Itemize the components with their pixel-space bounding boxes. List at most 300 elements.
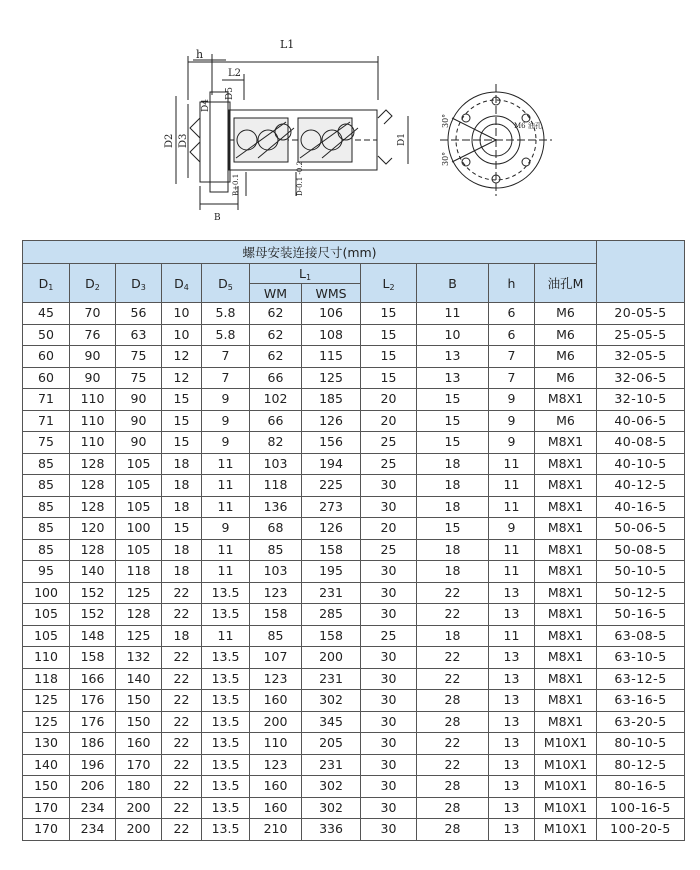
table-cell: 9 xyxy=(489,410,535,432)
table-cell: 118 xyxy=(23,668,70,690)
header-d1: $D_1$ xyxy=(23,264,70,303)
table-cell: 9 xyxy=(489,518,535,540)
table-cell: 160 xyxy=(250,690,302,712)
table-cell: 128 xyxy=(70,475,116,497)
table-row xyxy=(23,668,685,690)
table-cell: 15 xyxy=(162,410,202,432)
table-cell: 345 xyxy=(302,711,361,733)
header-d2: $D_2$ xyxy=(70,264,116,303)
table-cell: 18 xyxy=(162,625,202,647)
table-cell: 13 xyxy=(489,776,535,798)
table-cell: 115 xyxy=(302,346,361,368)
label-d1: D1 xyxy=(397,133,407,146)
table-cell: 50 xyxy=(23,324,70,346)
table-cell: 231 xyxy=(302,754,361,776)
table-row xyxy=(23,389,685,411)
table-cell: 25-05-5 xyxy=(597,324,685,346)
table-cell: 30 xyxy=(361,797,417,819)
table-cell: 105 xyxy=(23,604,70,626)
table-cell: 25 xyxy=(361,453,417,475)
table-cell: 176 xyxy=(70,690,116,712)
table-cell: 30 xyxy=(361,733,417,755)
table-cell: 9 xyxy=(489,389,535,411)
table-cell: 194 xyxy=(302,453,361,475)
table-cell: 170 xyxy=(23,797,70,819)
table-row xyxy=(23,453,685,475)
table-cell: 5.8 xyxy=(202,324,250,346)
table-cell: 70 xyxy=(70,303,116,325)
table-cell: 105 xyxy=(116,539,162,561)
table-cell: 12 xyxy=(162,367,202,389)
table-cell: 12 xyxy=(162,346,202,368)
table-cell: 15 xyxy=(361,303,417,325)
table-cell: 25 xyxy=(361,432,417,454)
table-cell: 5.8 xyxy=(202,303,250,325)
table-cell: 20 xyxy=(361,518,417,540)
table-cell: 13.5 xyxy=(202,647,250,669)
table-cell: 22 xyxy=(417,754,489,776)
table-cell: 100-16-5 xyxy=(597,797,685,819)
table-cell: 32-05-5 xyxy=(597,346,685,368)
header-l1: $L_1$ xyxy=(250,264,361,284)
table-cell: 85 xyxy=(250,539,302,561)
label-b: B xyxy=(214,213,221,223)
table-cell: 40-06-5 xyxy=(597,410,685,432)
table-cell: 185 xyxy=(302,389,361,411)
header-d3: $D_3$ xyxy=(116,264,162,303)
table-cell: 110 xyxy=(70,432,116,454)
table-cell: 50-16-5 xyxy=(597,604,685,626)
table-cell: 13.5 xyxy=(202,733,250,755)
table-cell: 15 xyxy=(361,367,417,389)
table-cell: 7 xyxy=(489,367,535,389)
table-cell: 71 xyxy=(23,410,70,432)
table-cell: 32-06-5 xyxy=(597,367,685,389)
header-d5: $D_5$ xyxy=(202,264,250,303)
table-cell: 22 xyxy=(162,797,202,819)
table-cell: 18 xyxy=(417,539,489,561)
table-cell: 118 xyxy=(116,561,162,583)
table-cell: 15 xyxy=(417,518,489,540)
table-cell: M8X1 xyxy=(535,690,597,712)
table-cell: 11 xyxy=(489,453,535,475)
table-row xyxy=(23,518,685,540)
table-cell: 13.5 xyxy=(202,797,250,819)
table-cell: 13.5 xyxy=(202,604,250,626)
table-cell: 302 xyxy=(302,776,361,798)
table-cell: 205 xyxy=(302,733,361,755)
table-cell: 105 xyxy=(116,475,162,497)
table-cell: 10 xyxy=(162,324,202,346)
table-cell: 10 xyxy=(162,303,202,325)
table-cell: 6 xyxy=(489,324,535,346)
table-cell: M8X1 xyxy=(535,518,597,540)
table-cell: 158 xyxy=(70,647,116,669)
table-cell: 7 xyxy=(489,346,535,368)
table-cell: 6 xyxy=(489,303,535,325)
table-cell: 90 xyxy=(70,346,116,368)
table-cell: 22 xyxy=(162,819,202,841)
table-cell: 18 xyxy=(162,496,202,518)
table-row xyxy=(23,625,685,647)
table-cell: 90 xyxy=(116,410,162,432)
table-cell: M6 xyxy=(535,410,597,432)
table-cell: 18 xyxy=(162,539,202,561)
table-cell: 140 xyxy=(70,561,116,583)
table-cell: 30 xyxy=(361,496,417,518)
table-cell: M8X1 xyxy=(535,475,597,497)
table-row xyxy=(23,410,685,432)
table-row xyxy=(23,604,685,626)
table-cell: M6 xyxy=(535,303,597,325)
table-cell: 66 xyxy=(250,367,302,389)
table-cell: M10X1 xyxy=(535,797,597,819)
table-cell: 100-20-5 xyxy=(597,819,685,841)
table-cell: 105 xyxy=(23,625,70,647)
table-cell: 22 xyxy=(162,668,202,690)
table-cell: 125 xyxy=(23,711,70,733)
table-cell: 68 xyxy=(250,518,302,540)
table-cell: M10X1 xyxy=(535,754,597,776)
table-cell: 11 xyxy=(202,496,250,518)
spec-table xyxy=(22,240,685,841)
table-cell: 20-05-5 xyxy=(597,303,685,325)
table-cell: 22 xyxy=(417,582,489,604)
table-cell: 13 xyxy=(417,346,489,368)
table-cell: 85 xyxy=(23,475,70,497)
table-cell: 302 xyxy=(302,690,361,712)
table-cell: 28 xyxy=(417,690,489,712)
table-cell: 30 xyxy=(361,668,417,690)
table-row xyxy=(23,582,685,604)
table-cell: 150 xyxy=(116,711,162,733)
table-cell: 273 xyxy=(302,496,361,518)
label-d4: D4 xyxy=(201,99,211,112)
table-cell: M10X1 xyxy=(535,819,597,841)
table-cell: 30 xyxy=(361,711,417,733)
table-cell: 125 xyxy=(116,625,162,647)
table-cell: 30 xyxy=(361,819,417,841)
table-cell: 85 xyxy=(23,518,70,540)
table-cell: 85 xyxy=(23,496,70,518)
table-cell: 40-16-5 xyxy=(597,496,685,518)
table-cell: 9 xyxy=(202,432,250,454)
table-cell: 102 xyxy=(250,389,302,411)
table-cell: 63-20-5 xyxy=(597,711,685,733)
table-cell: 110 xyxy=(70,389,116,411)
header-b: B xyxy=(417,264,489,303)
table-cell: 22 xyxy=(162,604,202,626)
table-cell: 11 xyxy=(202,625,250,647)
table-cell: 196 xyxy=(70,754,116,776)
label-h: h xyxy=(196,48,204,61)
table-cell: 13 xyxy=(489,711,535,733)
table-cell: 11 xyxy=(202,561,250,583)
table-row xyxy=(23,475,685,497)
table-body xyxy=(23,303,685,841)
table-cell: 30 xyxy=(361,604,417,626)
table-cell: M6 xyxy=(535,346,597,368)
table-cell: 82 xyxy=(250,432,302,454)
table-cell: 22 xyxy=(162,647,202,669)
label-d5: D5 xyxy=(225,87,235,100)
table-cell: 90 xyxy=(116,432,162,454)
table-cell: 18 xyxy=(417,561,489,583)
table-cell: 13.5 xyxy=(202,668,250,690)
table-cell: 107 xyxy=(250,647,302,669)
table-cell: 90 xyxy=(116,389,162,411)
table-cell: 15 xyxy=(417,410,489,432)
table-cell: M8X1 xyxy=(535,668,597,690)
table-cell: 110 xyxy=(250,733,302,755)
table-cell: 170 xyxy=(116,754,162,776)
table-cell: M8X1 xyxy=(535,496,597,518)
table-cell: 200 xyxy=(250,711,302,733)
table-cell: 25 xyxy=(361,539,417,561)
table-cell: 180 xyxy=(116,776,162,798)
table-cell: 11 xyxy=(489,561,535,583)
table-cell: 160 xyxy=(116,733,162,755)
table-cell: M8X1 xyxy=(535,561,597,583)
table-cell: 152 xyxy=(70,582,116,604)
label-d2: D2 xyxy=(164,133,175,148)
table-cell: 126 xyxy=(302,410,361,432)
table-cell: 30 xyxy=(361,754,417,776)
table-cell: 11 xyxy=(489,475,535,497)
table-cell: 13 xyxy=(489,582,535,604)
table-cell: M6 xyxy=(535,324,597,346)
table-cell: 62 xyxy=(250,346,302,368)
table-cell: 45 xyxy=(23,303,70,325)
table-cell: 120 xyxy=(70,518,116,540)
table-cell: 22 xyxy=(162,733,202,755)
table-cell: 128 xyxy=(116,604,162,626)
header-model-spacer xyxy=(597,241,685,303)
table-cell: 60 xyxy=(23,367,70,389)
table-row xyxy=(23,303,685,325)
table-cell: M10X1 xyxy=(535,776,597,798)
table-cell: M10X1 xyxy=(535,733,597,755)
table-cell: 63-10-5 xyxy=(597,647,685,669)
label-l1: L1 xyxy=(280,38,295,51)
label-angle-bottom: 30° xyxy=(441,151,450,166)
label-flange-note: M6 油孔 xyxy=(514,122,542,130)
table-cell: 302 xyxy=(302,797,361,819)
table-cell: 63-16-5 xyxy=(597,690,685,712)
table-cell: 103 xyxy=(250,453,302,475)
table-cell: 125 xyxy=(302,367,361,389)
table-row xyxy=(23,733,685,755)
table-cell: 63-08-5 xyxy=(597,625,685,647)
header-title-row xyxy=(23,241,685,264)
table-cell: 71 xyxy=(23,389,70,411)
table-cell: 85 xyxy=(23,453,70,475)
table-cell: 11 xyxy=(489,496,535,518)
table-cell: 110 xyxy=(70,410,116,432)
table-cell: 10 xyxy=(417,324,489,346)
table-row xyxy=(23,539,685,561)
table-cell: 60 xyxy=(23,346,70,368)
label-angle-top: 30° xyxy=(441,113,450,128)
table-cell: 40-12-5 xyxy=(597,475,685,497)
table-cell: 231 xyxy=(302,582,361,604)
table-cell: 11 xyxy=(202,475,250,497)
table-cell: M8X1 xyxy=(535,711,597,733)
table-cell: 15 xyxy=(361,324,417,346)
table-cell: 75 xyxy=(23,432,70,454)
table-cell: 15 xyxy=(162,518,202,540)
table-cell: 156 xyxy=(302,432,361,454)
label-l2: L2 xyxy=(228,68,242,79)
table-cell: 195 xyxy=(302,561,361,583)
table-cell: 13 xyxy=(489,647,535,669)
table-row xyxy=(23,367,685,389)
table-cell: 166 xyxy=(70,668,116,690)
table-cell: 13.5 xyxy=(202,711,250,733)
table-cell: 158 xyxy=(302,539,361,561)
table-cell: 20 xyxy=(361,410,417,432)
table-cell: 150 xyxy=(23,776,70,798)
label-tol-d: D-0.1 -0.2 xyxy=(296,161,304,196)
table-cell: 200 xyxy=(116,797,162,819)
table-cell: 28 xyxy=(417,797,489,819)
header-wm: WM xyxy=(250,284,302,303)
table-cell: 50-10-5 xyxy=(597,561,685,583)
table-cell: 170 xyxy=(23,819,70,841)
table-cell: 13.5 xyxy=(202,754,250,776)
table-cell: 66 xyxy=(250,410,302,432)
table-cell: 176 xyxy=(70,711,116,733)
table-cell: 160 xyxy=(250,776,302,798)
header-h: h xyxy=(489,264,535,303)
table-row xyxy=(23,561,685,583)
table-cell: 25 xyxy=(361,625,417,647)
table-row xyxy=(23,647,685,669)
table-cell: 22 xyxy=(162,690,202,712)
table-row xyxy=(23,711,685,733)
table-cell: 123 xyxy=(250,668,302,690)
table-cell: 128 xyxy=(70,453,116,475)
table-cell: 13.5 xyxy=(202,776,250,798)
table-cell: 103 xyxy=(250,561,302,583)
table-cell: 234 xyxy=(70,797,116,819)
table-cell: 105 xyxy=(116,496,162,518)
table-cell: 13.5 xyxy=(202,690,250,712)
table-cell: 13 xyxy=(489,819,535,841)
table-cell: 95 xyxy=(23,561,70,583)
table-cell: 80-12-5 xyxy=(597,754,685,776)
table-cell: 105 xyxy=(116,453,162,475)
table-cell: 50-12-5 xyxy=(597,582,685,604)
table-cell: 152 xyxy=(70,604,116,626)
table-cell: 206 xyxy=(70,776,116,798)
table-cell: 40-10-5 xyxy=(597,453,685,475)
table-cell: 158 xyxy=(302,625,361,647)
table-cell: 11 xyxy=(202,539,250,561)
table-cell: 285 xyxy=(302,604,361,626)
table-cell: 13 xyxy=(489,690,535,712)
table-cell: M8X1 xyxy=(535,647,597,669)
table-cell: 15 xyxy=(417,432,489,454)
table-cell: 80-10-5 xyxy=(597,733,685,755)
table-row xyxy=(23,496,685,518)
header-wms: WMS xyxy=(302,284,361,303)
table-row xyxy=(23,690,685,712)
table-cell: 22 xyxy=(417,647,489,669)
table-row xyxy=(23,324,685,346)
table-cell: 22 xyxy=(162,754,202,776)
table-cell: 80-16-5 xyxy=(597,776,685,798)
table-cell: 50-06-5 xyxy=(597,518,685,540)
table-cell: 75 xyxy=(116,346,162,368)
table-cell: 125 xyxy=(116,582,162,604)
table-cell: 234 xyxy=(70,819,116,841)
table-cell: 118 xyxy=(250,475,302,497)
label-d3: D3 xyxy=(178,133,189,148)
table-cell: 76 xyxy=(70,324,116,346)
table-cell: 13 xyxy=(417,367,489,389)
table-row xyxy=(23,432,685,454)
ball-nut-drawing xyxy=(0,0,700,236)
table-cell: 9 xyxy=(202,410,250,432)
table-cell: 32-10-5 xyxy=(597,389,685,411)
table-cell: 22 xyxy=(417,604,489,626)
table-cell: 22 xyxy=(162,582,202,604)
table-cell: 15 xyxy=(361,346,417,368)
table-cell: 231 xyxy=(302,668,361,690)
table-cell: 160 xyxy=(250,797,302,819)
table-cell: 100 xyxy=(116,518,162,540)
header-row xyxy=(23,264,685,284)
table-cell: 18 xyxy=(417,475,489,497)
table-cell: 100 xyxy=(23,582,70,604)
table-cell: M8X1 xyxy=(535,539,597,561)
table-row xyxy=(23,797,685,819)
table-cell: 13.5 xyxy=(202,819,250,841)
table-cell: 130 xyxy=(23,733,70,755)
table-cell: 22 xyxy=(417,668,489,690)
table-cell: 123 xyxy=(250,754,302,776)
table-cell: 30 xyxy=(361,690,417,712)
table-cell: 50-08-5 xyxy=(597,539,685,561)
table-cell: 30 xyxy=(361,776,417,798)
table-cell: 110 xyxy=(23,647,70,669)
label-tol-b: B+0.1 xyxy=(232,173,240,196)
table-cell: 18 xyxy=(162,475,202,497)
table-cell: M8X1 xyxy=(535,604,597,626)
table-title: 螺母安装连接尺寸(mm) xyxy=(23,241,597,264)
table-cell: 30 xyxy=(361,647,417,669)
table-cell: 15 xyxy=(162,389,202,411)
table-cell: 18 xyxy=(417,625,489,647)
table-cell: 128 xyxy=(70,496,116,518)
table-cell: 30 xyxy=(361,561,417,583)
table-row xyxy=(23,776,685,798)
table-cell: 22 xyxy=(417,733,489,755)
table-cell: 186 xyxy=(70,733,116,755)
table-cell: 13 xyxy=(489,797,535,819)
table-cell: 28 xyxy=(417,819,489,841)
table-cell: 85 xyxy=(23,539,70,561)
table-cell: M8X1 xyxy=(535,432,597,454)
table-cell: 13 xyxy=(489,604,535,626)
header-oil: 油孔M xyxy=(535,264,597,303)
table-row xyxy=(23,346,685,368)
table-cell: M8X1 xyxy=(535,625,597,647)
table-cell: 210 xyxy=(250,819,302,841)
table-cell: 22 xyxy=(162,711,202,733)
table-cell: 56 xyxy=(116,303,162,325)
